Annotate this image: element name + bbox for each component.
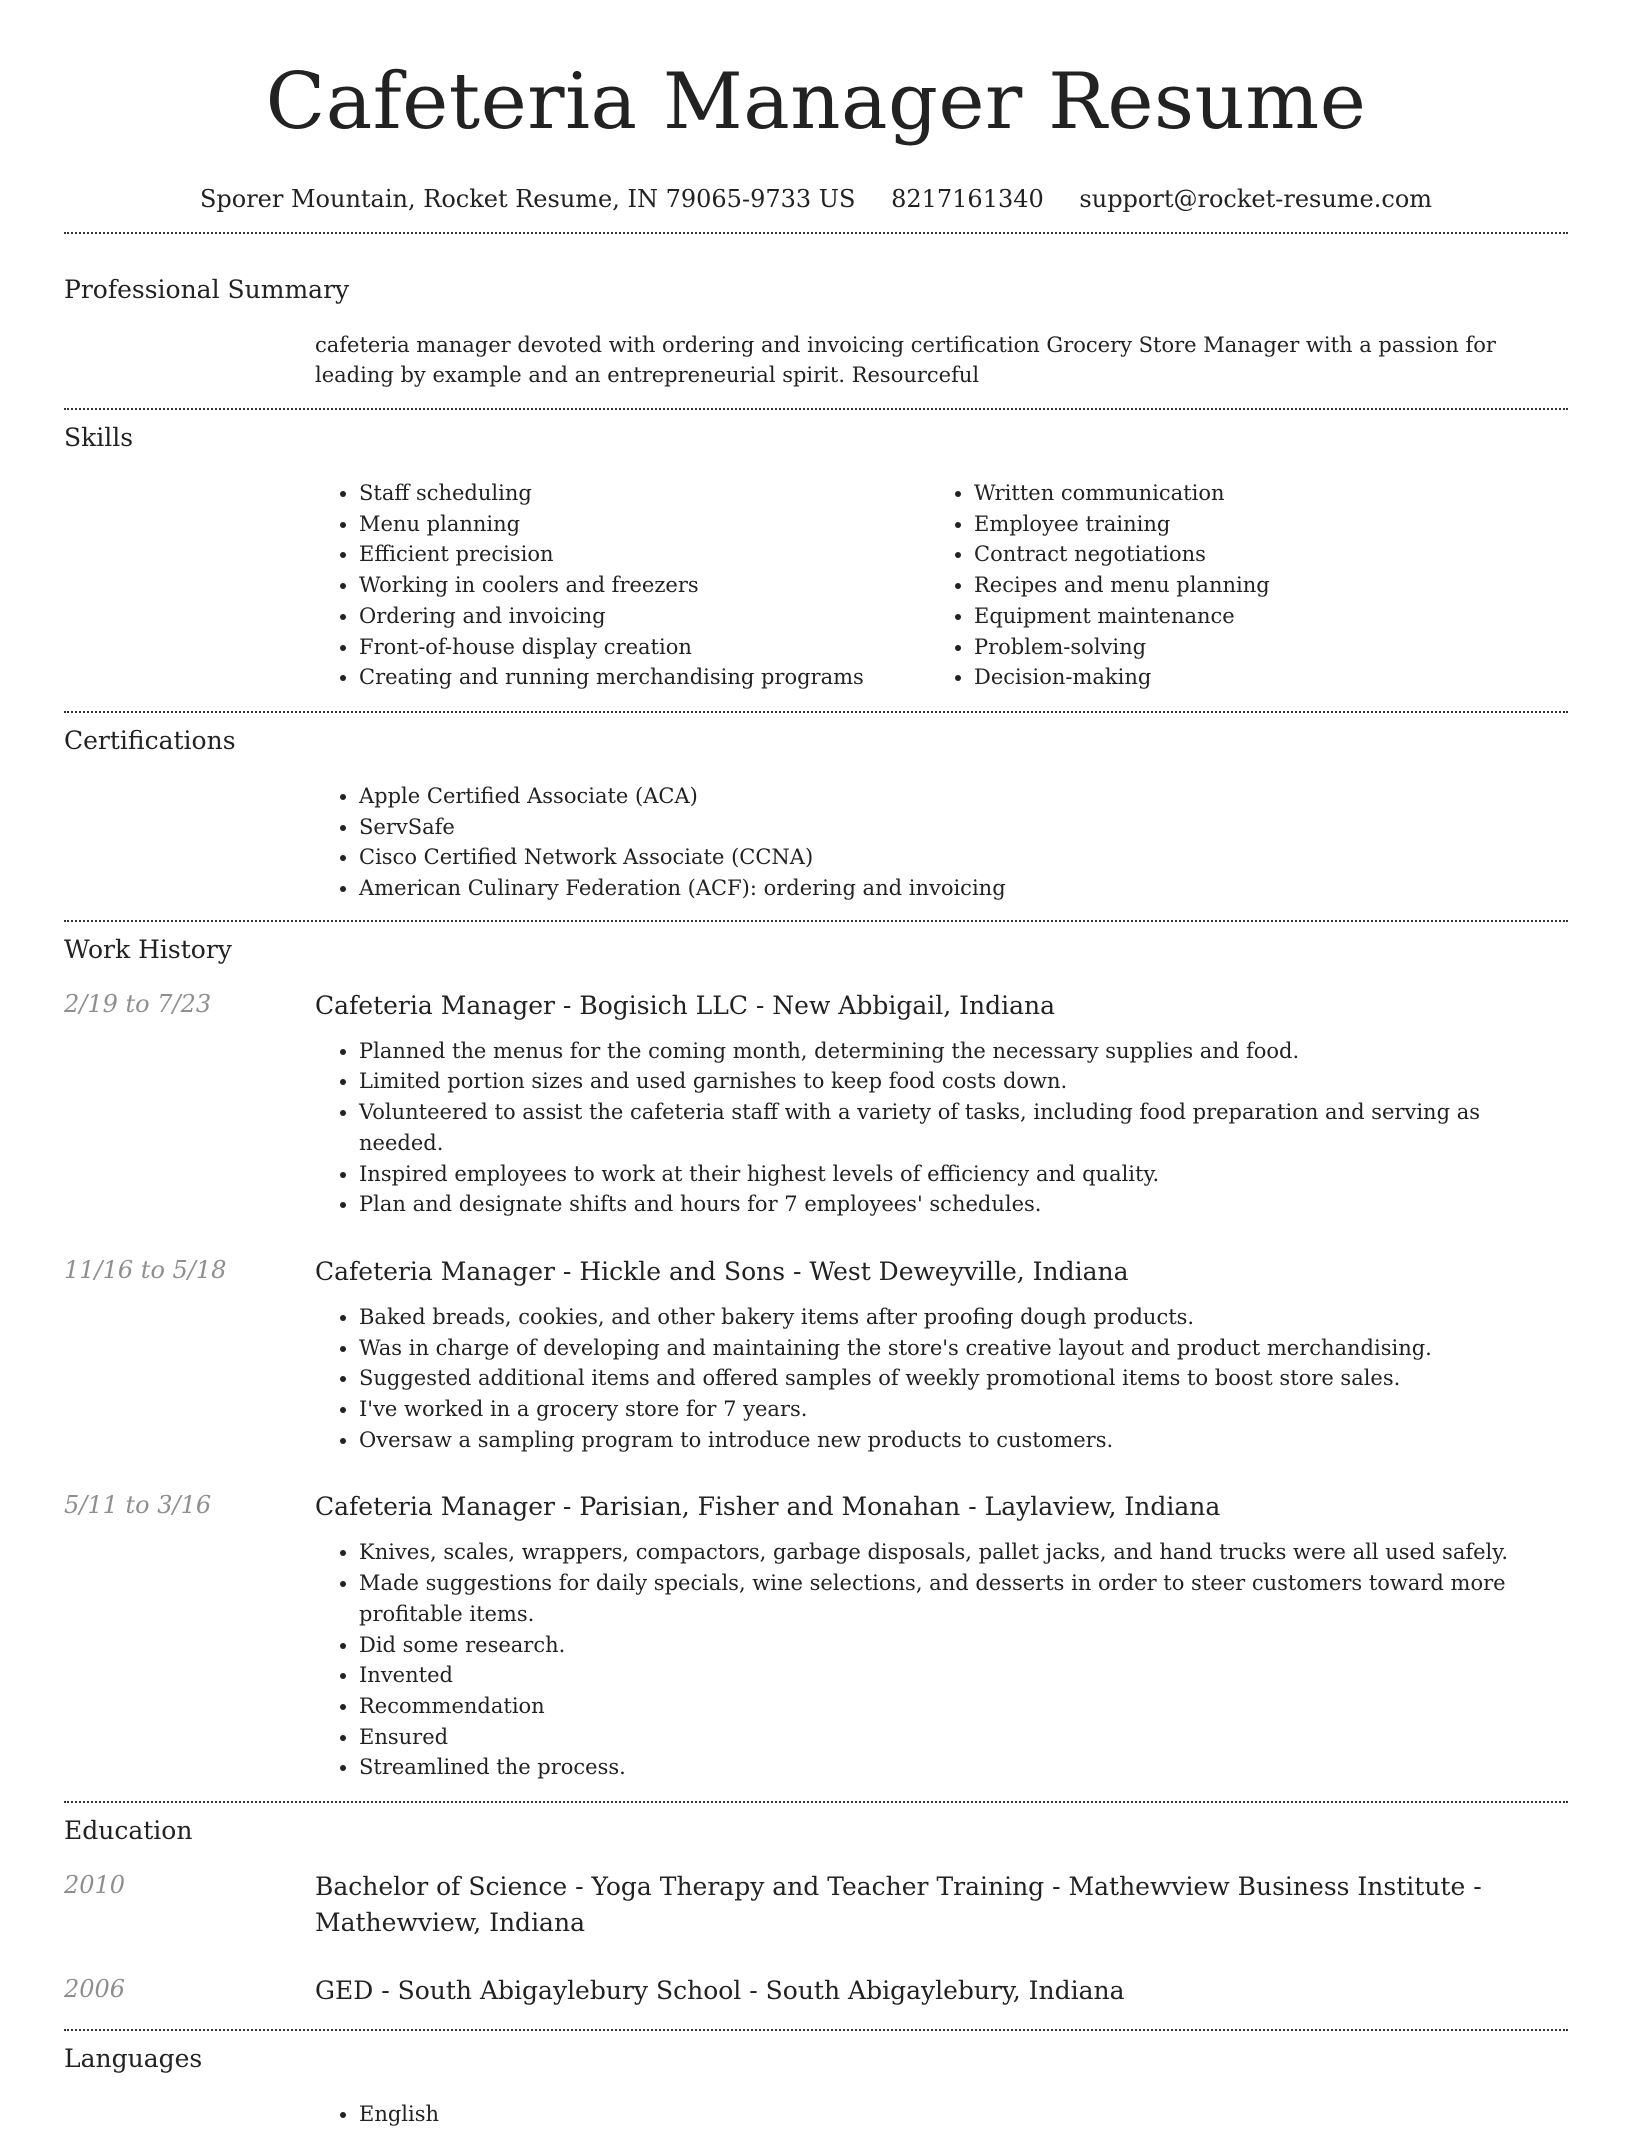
job-title: Cafeteria Manager - Parisian, Fisher and Monahan - Laylaview, Indiana <box>315 1492 1221 1522</box>
certification-item: • Apple Certified Associate (ACA) <box>359 781 1568 812</box>
skills-section <box>64 422 1568 693</box>
section-title-certifications: Certifications <box>64 725 236 755</box>
education-degree: GED - South Abigaylebury School - South Abigaylebury, Indiana <box>315 1976 1125 2006</box>
job-entry <box>64 1254 1568 1456</box>
job-duty-item: • I've worked in a grocery store for 7 years. <box>359 1394 1568 1425</box>
languages-section <box>64 2043 1568 2130</box>
job-duties <box>315 1537 1568 1783</box>
skill-item: • Decision-making <box>974 662 1589 693</box>
contact-line <box>64 184 1568 214</box>
job-duty-item: • Suggested additional items and offered samples of weekly promotional items to boost store sales. <box>359 1363 1568 1394</box>
education-entry <box>64 1869 1568 1941</box>
certification-item: • Cisco Certified Network Associate (CCNA) <box>359 842 1568 873</box>
section-title-work-history: Work History <box>64 934 232 964</box>
summary-section <box>64 274 1568 390</box>
job-duty-item: • Streamlined the process. <box>359 1752 1568 1783</box>
divider <box>64 1801 1568 1803</box>
job-duty-item: • Planned the menus for the coming month, determining the necessary supplies and food. <box>359 1036 1568 1067</box>
contact-address: Sporer Mountain, Rocket Resume, IN 79065-9733 US <box>199 185 856 213</box>
education-entry <box>64 1973 1568 2009</box>
job-duty-item: • Made suggestions for daily specials, wine selections, and desserts in order to steer customers toward more profitable items. <box>359 1568 1568 1629</box>
education-degree: Bachelor of Science - Yoga Therapy and Teacher Training - Mathewview Business Institute - Mathewview, Indiana <box>315 1872 1482 1938</box>
divider <box>64 408 1568 410</box>
job-duty-item: • Oversaw a sampling program to introduce new products to customers. <box>359 1425 1568 1456</box>
job-duty-item: • Ensured <box>359 1722 1568 1753</box>
skill-item: • Efficient precision <box>359 539 974 570</box>
section-title-education: Education <box>64 1816 193 1846</box>
divider <box>64 2029 1568 2031</box>
skill-item: • Working in coolers and freezers <box>359 570 974 601</box>
work-history-section <box>64 934 1568 1783</box>
divider <box>64 232 1568 234</box>
job-duty-item: • Knives, scales, wrappers, compactors, garbage disposals, pallet jacks, and hand trucks were all used safely. <box>359 1537 1568 1568</box>
skill-item: • Problem-solving <box>974 632 1589 663</box>
skill-item: • Equipment maintenance <box>974 601 1589 632</box>
section-title-summary: Professional Summary <box>64 275 350 304</box>
education-year: 2010 <box>64 1871 126 1900</box>
skill-item: • Menu planning <box>359 509 974 540</box>
job-entry <box>64 1489 1568 1783</box>
education-section <box>64 1815 1568 2009</box>
job-title: Cafeteria Manager - Hickle and Sons - West Deweyville, Indiana <box>315 1256 1129 1286</box>
education-year: 2006 <box>64 1975 126 2004</box>
divider <box>64 711 1568 713</box>
skill-item: • Front-of-house display creation <box>359 632 974 663</box>
languages-list <box>315 2099 1568 2130</box>
divider <box>64 920 1568 922</box>
job-duty-item: • Limited portion sizes and used garnishes to keep food costs down. <box>359 1066 1568 1097</box>
job-duties <box>315 1302 1568 1456</box>
summary-text: cafeteria manager devoted with ordering and invoicing certification Grocery Store Manager with a passion for leading by example and an entrepreneurial spirit. Resourceful <box>315 333 1496 387</box>
page-title: Cafeteria Manager Resume <box>265 57 1367 147</box>
job-duty-item: • Did some research. <box>359 1630 1568 1661</box>
skill-item: • Recipes and menu planning <box>974 570 1589 601</box>
job-dates: 2/19 to 7/23 <box>64 989 212 1018</box>
skill-item: • Employee training <box>974 509 1589 540</box>
skill-item: • Ordering and invoicing <box>359 601 974 632</box>
certification-item: • American Culinary Federation (ACF): ordering and invoicing <box>359 873 1568 904</box>
job-title: Cafeteria Manager - Bogisich LLC - New Abbigail, Indiana <box>315 990 1056 1020</box>
section-title-languages: Languages <box>64 2044 203 2074</box>
job-duty-item: • Invented <box>359 1660 1568 1691</box>
job-duties <box>315 1036 1568 1220</box>
skill-item: • Written communication <box>974 478 1589 509</box>
contact-phone: 8217161340 <box>891 185 1044 213</box>
certification-item: • ServSafe <box>359 812 1568 843</box>
section-title-skills: Skills <box>64 423 134 452</box>
resume-page <box>64 0 1568 2130</box>
job-duty-item: • Was in charge of developing and maintaining the store's creative layout and product merchandising. <box>359 1333 1568 1364</box>
job-duty-item: • Inspired employees to work at their highest levels of efficiency and quality. <box>359 1159 1568 1190</box>
certifications-list <box>315 781 1568 904</box>
skills-list-left <box>315 478 974 693</box>
job-duty-item: • Volunteered to assist the cafeteria staff with a variety of tasks, including food preparation and serving as needed. <box>359 1097 1568 1158</box>
skill-item: • Contract negotiations <box>974 539 1589 570</box>
job-dates: 11/16 to 5/18 <box>64 1255 227 1284</box>
job-dates: 5/11 to 3/16 <box>64 1491 212 1520</box>
job-entry <box>64 988 1568 1220</box>
contact-email: support@rocket-resume.com <box>1079 185 1433 213</box>
skills-list-right <box>974 478 1589 693</box>
language-item: • English <box>359 2099 1568 2130</box>
certifications-section <box>64 725 1568 904</box>
job-duty-item: • Baked breads, cookies, and other bakery items after proofing dough products. <box>359 1302 1568 1333</box>
skill-item: • Creating and running merchandising programs <box>359 662 974 693</box>
skill-item: • Staff scheduling <box>359 478 974 509</box>
job-duty-item: • Recommendation <box>359 1691 1568 1722</box>
job-duty-item: • Plan and designate shifts and hours for 7 employees' schedules. <box>359 1189 1568 1220</box>
